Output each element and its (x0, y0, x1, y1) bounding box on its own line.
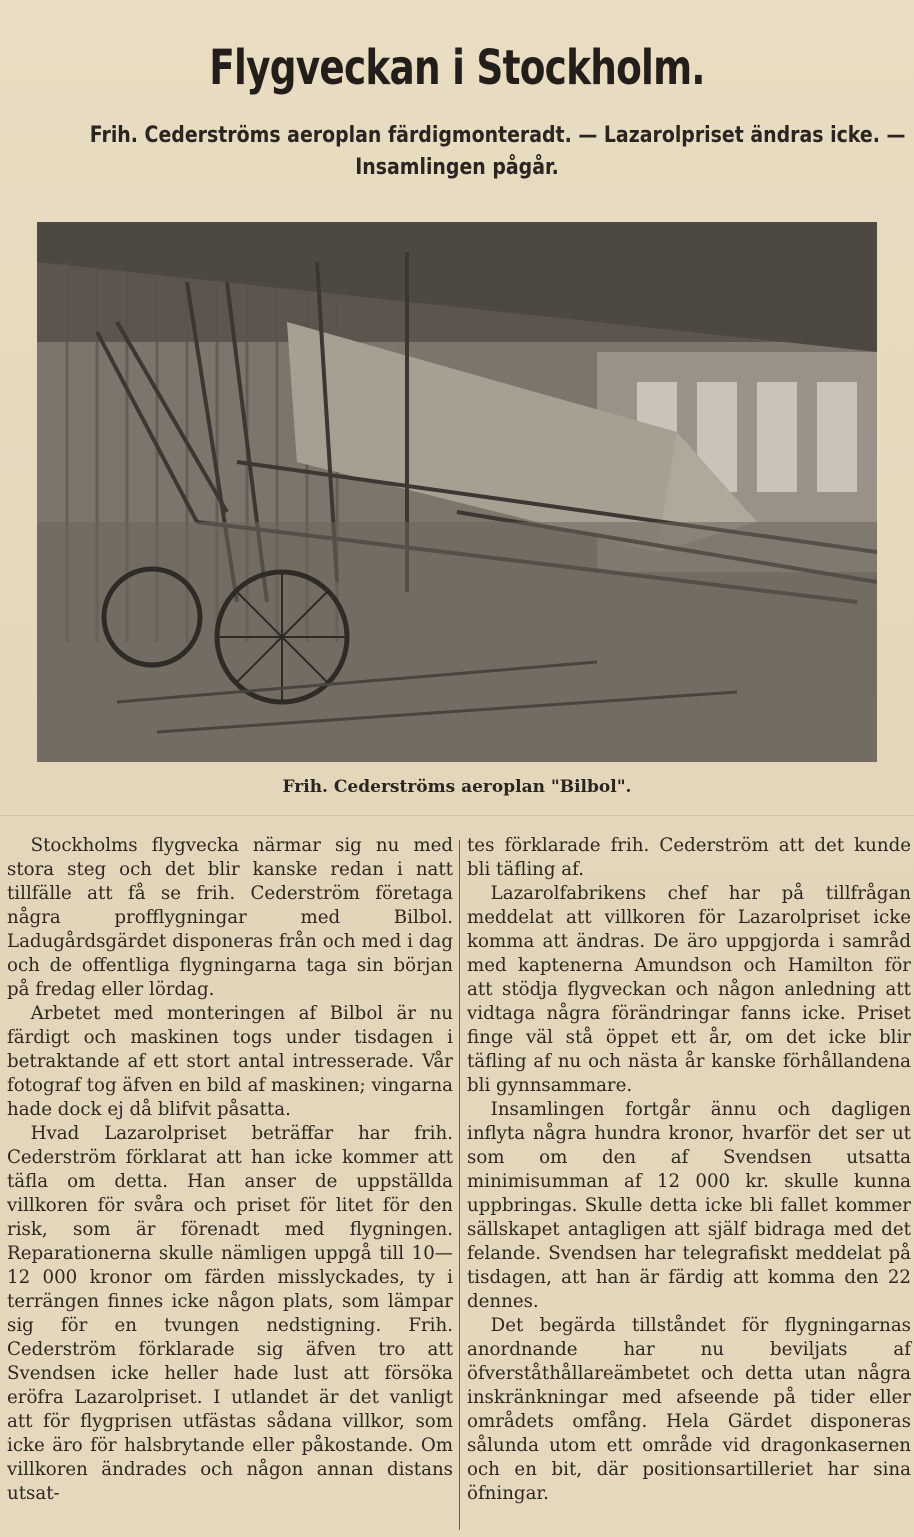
article-subheadline (30, 120, 906, 184)
paragraph: Hvad Lazarolpriset beträffar har frih. Cederström förklarat att han icke kommer att täfla om detta. Han anser de uppställda villkoren för svåra och priset för litet för den risk, som är förenadt med flygningen. Reparationerna skulle nämligen uppgå till 10—12 000 kronor om färden misslyckades, ty i terrängen finnes icke någon plats, som lämpar sig för en tvungen nedstigning. Frih. Cederström förklarade sig äfven tro att Svendsen icke heller hade lust att försöka eröfra Lazarolpriset. I utlandet är det vanligt att för flygprisen utfästas sådana villkor, som icke äro för halsbrytande eller påkostande. Om villkoren ändrades och någon annan distans utsat- (7, 1123, 453, 1504)
paragraph: Stockholms flygvecka närmar sig nu med stora steg och det blir kanske redan i natt tillfälle att få se frih. Cederström företaga några profflygningar med Bilbol. Ladugårdsgärdet disponeras från och med i dag och de offentliga flygningarna taga sin början på fredag eller lördag. (7, 835, 453, 1000)
photo-caption: Frih. Cederströms aeroplan "Bilbol". (282, 777, 632, 797)
hangar-aeroplan-illustration (37, 222, 877, 762)
paragraph-continuation: tes förklarade frih. Cederström att det kunde bli täfling af. (467, 835, 911, 880)
right-column (467, 834, 911, 1506)
subhead-line-1: Frih. Cederströms aeroplan färdigmonteradt. — Lazarolpriset ändras icke. — (89, 123, 906, 148)
article-headline: Flygveckan i Stockholm. (209, 40, 705, 96)
divider (0, 815, 914, 816)
paragraph: Insamlingen fortgår ännu och dagligen inflyta några hundra kronor, hvarför det ser ut som om den af Svendsen utsatta minimisumman af 12 000 kr. skulle kunna uppbringas. Skulle detta icke bli fallet kommer sällskapet antagligen att själf bidraga med det felande. Svendsen har telegrafiskt meddelat på tisdagen, att han är färdig att komma den 22 dennes. (467, 1099, 911, 1312)
aeroplan-photo (37, 222, 877, 762)
paragraph: Arbetet med monteringen af Bilbol är nu färdigt och maskinen togs under tisdagen i betraktande af ett stort antal intresserade. Vår fotograf tog äfven en bild af maskinen; vingarna hade dock ej då blifvit påsatta. (7, 1003, 453, 1120)
left-column (7, 834, 453, 1506)
column-divider (459, 840, 460, 1530)
paragraph: Det begärda tillståndet för flygningarnas anordnande har nu beviljats af öfverståthållareämbetet och detta utan några inskränkningar med afseende på tider eller områdets omfång. Hela Gärdet disponeras sålunda utom ett område vid dragonkasernen och en bit, där positionsartilleriet har sina öfningar. (467, 1315, 911, 1504)
paragraph: Lazarolfabrikens chef har på tillfrågan meddelat att villkoren för Lazarolpriset icke komma att ändras. De äro uppgjorda i samråd med kaptenerna Amundson och Hamilton för att stödja flygveckan och någon anledning att vidtaga några förändringar fanns icke. Priset finge väl stå öppet ett år, om det icke blir täfling af nu och nästa år kanske förhållandena bli gynnsammare. (467, 883, 911, 1096)
subhead-line-2: Insamlingen pågår. (355, 155, 559, 180)
